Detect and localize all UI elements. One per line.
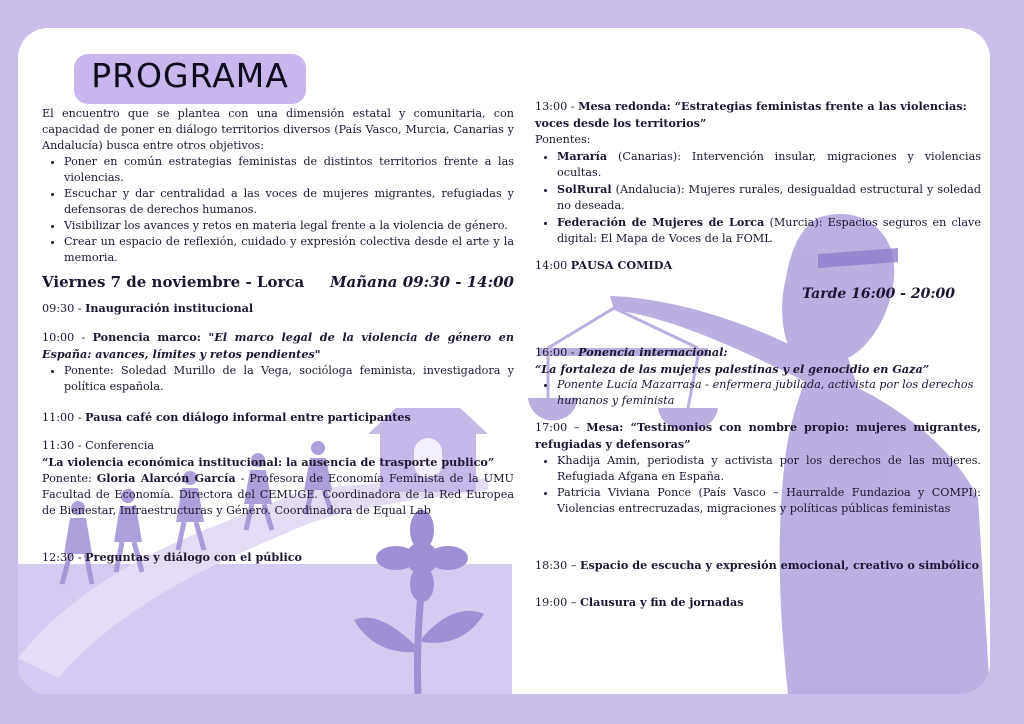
morning-schedule: Mañana 09:30 - 14:00 [329,273,514,291]
item-title: Clausura y fin de jornadas [579,595,744,609]
item-title: Ponencia internacional: [578,345,728,359]
agenda-item-testimonies [535,419,981,517]
agenda-item-closing [535,594,981,611]
item-time: 13:00 - [535,100,579,113]
item-time: 11:30 - Conferencia [42,439,155,452]
item-title: Preguntas y diálogo con el público [85,550,302,564]
item-speaker: Gloria Alarcón García [96,471,236,485]
item-time: 17:00 – [535,421,587,434]
panel-member: • Mararía (Canarias): Intervención insular, migraciones y violencias ocultas. [557,148,981,181]
objectives-list [42,154,514,266]
item-time: 12:30 - [42,551,86,564]
left-column [42,106,514,566]
day-label: Viernes 7 de noviembre - Lorca [42,273,305,291]
item-title: Mesa: “Testimonios con nombre propio: mujeres migrantes, refugiadas y defensoras” [535,420,981,451]
item-speaker: • Ponente: Soledad Murillo de la Vega, socióloga feminista, investigadora y política española. [64,363,514,395]
panel-member: • Patricia Viviana Ponce (País Vasco – Haurralde Fundazioa y COMPI): Violencias entrecruzadas, migraciones y políticas públicas feministas [557,485,981,517]
agenda-item-listening [535,557,981,574]
day-heading [42,274,514,290]
item-title: Ponencia marco: [92,330,209,344]
item-time: 18:30 – [535,559,580,572]
item-time: 11:00 - [42,411,86,424]
item-title: Espacio de escucha y expresión emocional, creativo o simbólico [579,558,980,572]
page-title: PROGRAMA [91,56,289,95]
objective-item: • Visibilizar los avances y retos en materia legal frente a la violencia de género. [64,218,514,234]
item-subtitle: "El marco legal de la violencia de género en España: avances, límites y retos pendientes" [42,330,514,361]
agenda-item-roundtable [535,98,981,247]
objective-item: • Escuchar y dar centralidad a las voces de mujeres migrantes, refugiadas y defensoras de derechos humanos. [64,186,514,218]
intro-paragraph: El encuentro que se plantea con una dimensión estatal y comunitaria, con capacidad de poner en diálogo territorios diversos (País Vasco, Murcia, Canarias y Andalucía) busca entre otros objetivos: [42,107,514,152]
objective-item: • Crear un espacio de reflexión, cuidado y expresión colectiva desde el arte y la memoria. [64,234,514,266]
objective-item: • Poner en común estrategias feministas de distintos territorios frente a las violencias. [64,154,514,186]
item-time: 09:30 - [42,302,86,315]
panel-list [535,453,981,517]
agenda-item-questions [42,549,514,566]
agenda-item-keynote [42,329,514,395]
agenda-item-inauguration [42,300,514,317]
speaker-prefix: Ponente: [42,472,97,485]
item-time: 14:00 [535,259,571,272]
ponentes-label: Ponentes: [535,133,591,146]
item-time: 16:00 - [535,346,579,359]
item-speaker: • Ponente Lucía Mazarrasa - enfermera jubilada, activista por los derechos humanos y feminista [557,377,981,409]
item-subtitle: “La fortaleza de las mujeres palestinas y el genocidio en Gaza” [535,362,930,376]
panel-member: • SolRural (Andalucia): Mujeres rurales, desigualdad estructural y soledad no deseada. [557,181,981,214]
panel-list [535,148,981,247]
agenda-item-conference [42,438,514,519]
afternoon-schedule: Tarde 16:00 - 20:00 [802,286,955,302]
right-column [535,98,981,611]
agenda-item-international [535,344,981,409]
agenda-item-lunch [535,257,981,274]
item-title: Inauguración institucional [85,301,254,315]
program-card [18,28,990,694]
item-time: 10:00 - [42,331,93,344]
item-title: “La violencia económica institucional: la ausencia de trasporte publico” [42,455,495,469]
panel-member: • Khadija Amin, periodista y activista por los derechos de las mujeres. Refugiada Afgana en España. [557,453,981,485]
item-time: 19:00 – [535,596,580,609]
item-title: Mesa redonda: “Estrategias feministas frente a las violencias: voces desde los territorios” [535,99,967,130]
item-title: Pausa café con diálogo informal entre participantes [85,410,411,424]
panel-member: • Federación de Mujeres de Lorca (Murcia): Espacios seguros en clave digital: El Mapa de Voces de la FOML [557,214,981,247]
speaker-description: - Profesora de Economía Feminista de la UMU Facultad de Economía. Directora del CEMUGE. Coordinadora de la Red Europea de Bienestar, Infraestructuras y Género. Coordinadora de Equal Lab [42,472,514,517]
item-title: PAUSA COMIDA [570,258,673,272]
agenda-item-break [42,409,514,426]
